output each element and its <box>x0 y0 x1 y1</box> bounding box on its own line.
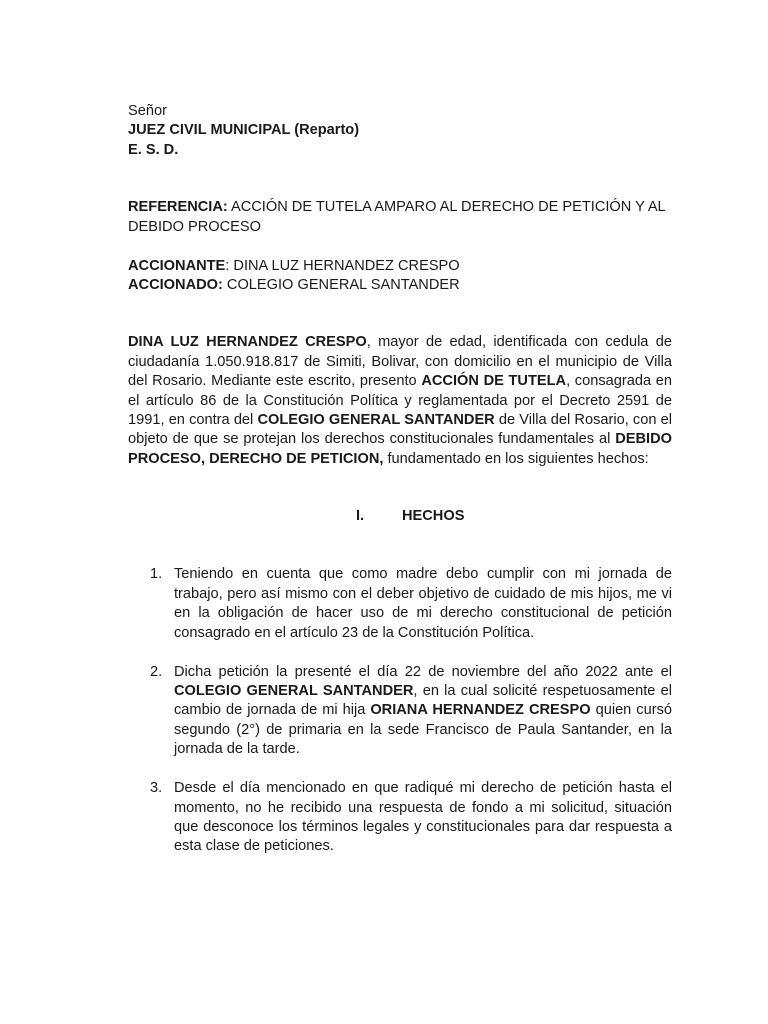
fact-text: Teniendo en cuenta que como madre debo cumplir con mi jornada de trabajo, pero así mismo con el deber objetivo de cuidado de mis hijos, me vi en la obligación de hacer uso de mi derecho constitucional de petición consagrado en el artículo 23 de la Constitución Política. <box>174 566 672 641</box>
accionado-label: ACCIONADO: <box>128 277 223 294</box>
intro-action: ACCIÓN DE TUTELA <box>421 373 567 390</box>
fact-text-3: quien cursó segundo (2°) de primaria en la sede Francisco de Paula Santander, en la jornada de la tarde. <box>174 702 672 758</box>
intro-paragraph <box>128 333 672 469</box>
list-item <box>128 663 672 760</box>
list-marker: 2. <box>150 663 163 680</box>
fact-text-1: Dicha petición la presenté el día 22 de noviembre del año 2022 ante el <box>174 663 672 680</box>
intro-text-3: de Villa del Rosario, con el objeto de que se protejan los derechos constitucionales fundamentales al <box>128 412 672 448</box>
fact-child: ORIANA HERNANDEZ CRESPO <box>370 702 591 719</box>
reference-text: ACCIÓN DE TUTELA AMPARO AL DERECHO DE PETICIÓN Y AL DEBIDO PROCESO <box>128 199 666 235</box>
intro-name: DINA LUZ HERNANDEZ CRESPO <box>128 334 367 351</box>
list-item <box>128 779 672 857</box>
intro-text-1: , mayor de edad, identificada con cedula de ciudadanía 1.050.918.817 de Simiti, Bolivar, con domicilio en el municipio de Villa del Rosario. Mediante este escrito, presento <box>128 334 672 390</box>
salutation: Señor <box>128 103 167 119</box>
intro-text-2: , consagrada en el artículo 86 de la Constitución Política y reglamentada por el Decreto 2591 de 1991, en contra del <box>128 373 672 429</box>
intro-text-4: fundamentado en los siguientes hechos: <box>383 450 649 467</box>
list-marker: 3. <box>150 780 163 797</box>
fact-text-2: , en la cual solicité respetuosamente el cambio de jornada de mi hija <box>174 682 672 719</box>
facts-list <box>128 565 672 856</box>
reference-paragraph <box>128 198 672 237</box>
document-page <box>128 102 672 857</box>
section-heading <box>128 507 672 527</box>
accionante-value: : DINA LUZ HERNANDEZ CRESPO <box>225 257 460 274</box>
fact-text: Desde el día mencionado en que radiqué mi derecho de petición hasta el momento, no he recibido una respuesta de fondo a mi solicitud, situación que desconoce los términos legales y constitucionales para dar respuesta a esta clase de peticiones. <box>174 780 672 855</box>
addressee: JUEZ CIVIL MUNICIPAL (Reparto) <box>128 122 360 139</box>
accionado-line <box>128 276 672 295</box>
list-marker: 1. <box>150 566 163 583</box>
intro-school: COLEGIO GENERAL SANTANDER <box>257 412 495 429</box>
accionante-line <box>128 257 672 276</box>
accionado-value: COLEGIO GENERAL SANTANDER <box>222 277 460 294</box>
reference-label: REFERENCIA: <box>128 199 228 216</box>
section-number: I. <box>356 508 365 525</box>
list-item <box>128 565 672 643</box>
accionante-label: ACCIONANTE <box>128 257 226 274</box>
esd-line: E. S. D. <box>128 141 179 158</box>
fact-school: COLEGIO GENERAL SANTANDER <box>174 682 414 699</box>
intro-rights: DEBIDO PROCESO, DERECHO DE PETICION, <box>128 431 672 467</box>
section-title: HECHOS <box>402 508 465 525</box>
